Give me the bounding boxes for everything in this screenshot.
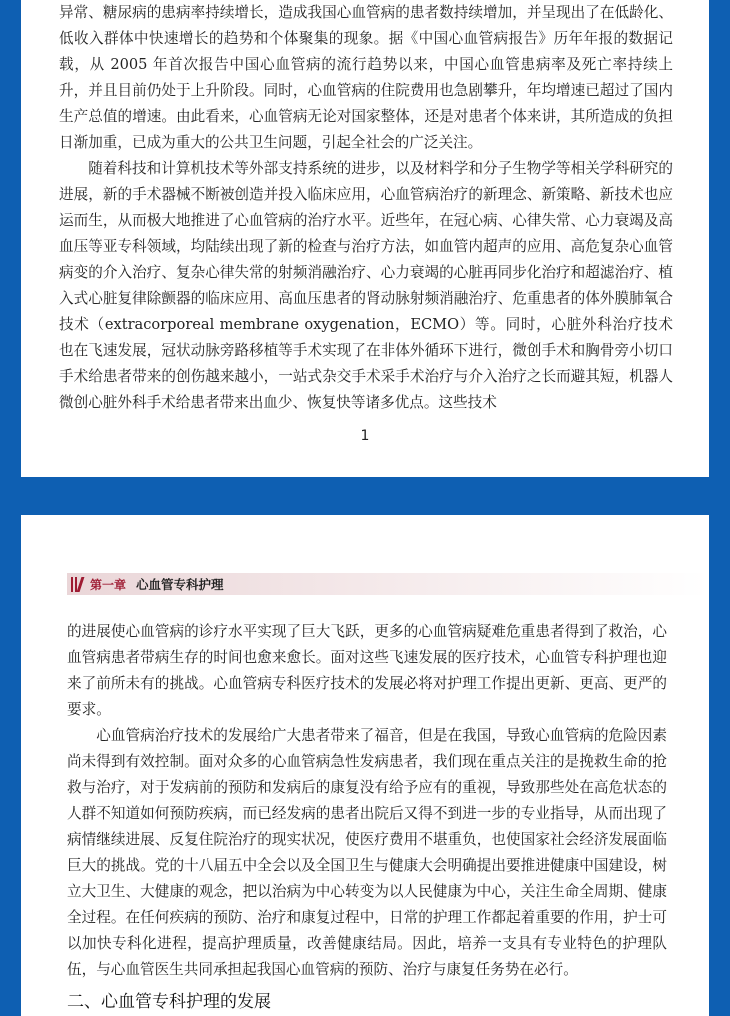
page2-body-text [67, 619, 667, 983]
page2-paragraph-2: 心血管病治疗技术的发展给广大患者带来了福音，但是在我国，导致心血管病的危险因素尚未得到有效控制。面对众多的心血管病急性发病患者，我们现在重点关注的是挽救生命的抢救与治疗，对于发病前的预防和发病后的康复没有给予应有的重视，导致那些处在高危状态的人群不知道如何预防疾病，而已经发病的患者出院后又得不到进一步的专业指导，从而出现了病情继续进展、反复住院治疗的现实状况，使医疗费用不堪重负，也使国家社会经济发展面临巨大的挑战。党的十八届五中全会以及全国卫生与健康大会明确提出要推进健康中国建设，树立大卫生、大健康的观念，把以治病为中心转变为以人民健康为中心，关注生命全周期、健康全过程。在任何疾病的预防、治疗和康复过程中，日常的护理工作都起着重要的作用，护士可以加快专科化进程，提高护理质量，改善健康结局。因此，培养一支具有专业特色的护理队伍，与心血管医生共同承担起我国心血管病的预防、治疗与康复任务势在必行。 [67, 727, 667, 978]
page2-paragraph-1: 的进展使心血管病的诊疗水平实现了巨大飞跃，更多的心血管病疑难危重患者得到了救治，心血管病患者带病生存的时间也愈来愈长。面对这些飞速发展的医疗技术，心血管专科护理也迎来了前所未有的挑战。心血管病专科医疗技术的发展必将对护理工作提出更新、更高、更严的要求。 [67, 623, 667, 718]
chapter-label: 第一章 [90, 577, 127, 592]
book-page-2 [21, 515, 709, 1016]
page-number: 1 [360, 428, 370, 444]
chapter-title: 心血管专科护理 [136, 577, 224, 592]
page1-body-text [59, 0, 673, 416]
section-heading: 二、心血管专科护理的发展 [67, 992, 271, 1012]
page1-paragraph-2: 随着科技和计算机技术等外部支持系统的进步，以及材料学和分子生物学等相关学科研究的进展，新的手术器械不断被创造并投入临床应用，心血管病治疗的新理念、新策略、新技术也应运而生，从而极大地推进了心血管病的治疗水平。近些年，在冠心病、心律失常、心力衰竭及高血压等亚专科领域，均陆续出现了新的检查与治疗方法，如血管内超声的应用、高危复杂心血管病变的介入治疗、复杂心律失常的射频消融治疗、心力衰竭的心脏再同步化治疗和超滤治疗、植入式心脏复律除颤器的临床应用、高血压患者的肾动脉射频消融治疗、危重患者的体外膜肺氧合技术（extracorporeal membrane oxygenation，ECMO）等。同时，心脏外科治疗技术也在飞速发展，冠状动脉旁路移植等手术实现了在非体外循环下进行，微创手术和胸骨旁小切口手术给患者带来的创伤越来越小，一站式杂交手术采手术治疗与介入治疗之长而避其短，机器人微创心脏外科手术给患者带来出血少、恢复快等诸多优点。这些技术 [59, 160, 673, 411]
chapter-header-bar [67, 573, 709, 595]
book-page-1 [21, 0, 709, 477]
chapter-mark-icon [71, 576, 82, 592]
page1-paragraph-1: 异常、糖尿病的患病率持续增长，造成我国心血管病的患者数持续增加，并呈现出了在低龄化、低收入群体中快速增长的趋势和个体聚集的现象。据《中国心血管病报告》历年年报的数据记载，从 2005 年首次报告中国心血管病的流行趋势以来，中国心血管患病率及死亡率持续上升，并且目前仍处于上升阶段。同时，心血管病的住院费用也急剧攀升，年均增速已超过了国内生产总值的增速。由此看来，心血管病无论对国家整体，还是对患者个体来讲，其所造成的负担日渐加重，已成为重大的公共卫生问题，引起全社会的广泛关注。 [59, 4, 673, 151]
